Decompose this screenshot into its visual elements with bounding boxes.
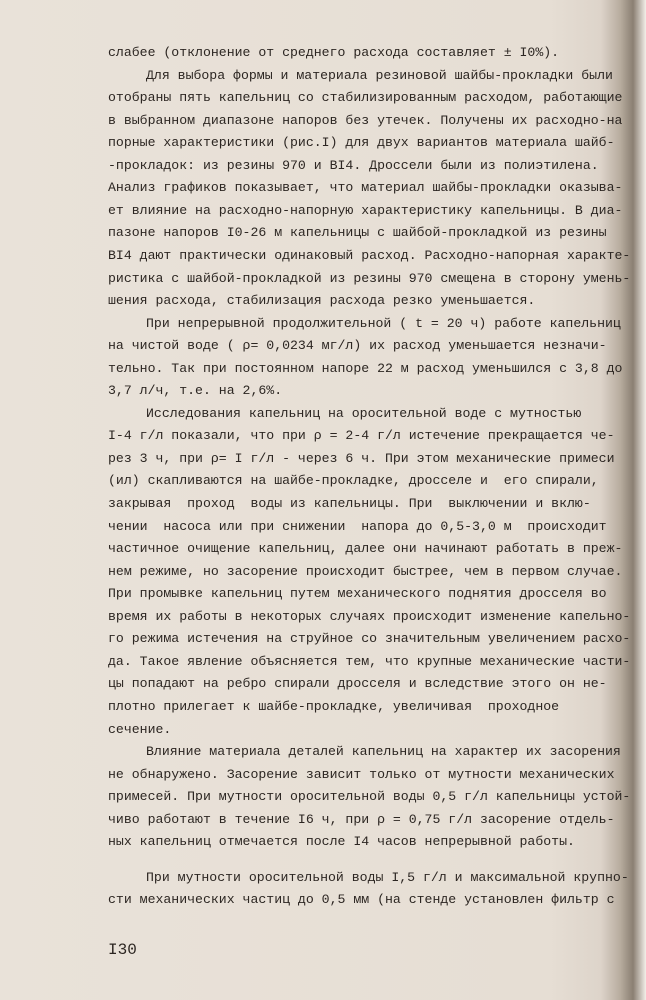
text-line: Анализ графиков показывает, что материал шайбы-прокладки оказыва- <box>108 180 623 196</box>
text-line: ВI4 дают практически одинаковый расход. Расходно-напорная характе- <box>108 247 631 263</box>
text-line: да. Такое явление объясняется тем, что крупные механические части- <box>108 653 631 669</box>
text-line: чиво работают в течение I6 ч, при ρ = 0,75 г/л засорение отдель- <box>108 811 615 827</box>
paragraph-first-line: При непрерывной продолжительной ( t = 20 ч) работе капельниц <box>146 315 621 331</box>
text-line: 3,7 л/ч, т.е. на 2,6%. <box>108 383 283 399</box>
text-line: не обнаружено. Засорение зависит только от мутности механических <box>108 766 615 782</box>
text-line: сечение. <box>108 721 172 737</box>
text-line: порные характеристики (рис.I) для двух вариантов материала шайб- <box>108 135 615 151</box>
text-line: шения расхода, стабилизация расхода резко уменьшается. <box>108 293 536 309</box>
text-line: рез 3 ч, при ρ= I г/л - через 6 ч. При этом механические примеси <box>108 450 615 466</box>
text-line: на чистой воде ( ρ= 0,0234 мг/л) их расход уменьшается незначи- <box>108 338 607 354</box>
text-line: закрывая проход воды из капельницы. При выключении и вклю- <box>108 496 591 511</box>
text-line: -прокладок: из резины 970 и ВI4. Дроссели были из полиэтилена. <box>108 157 599 173</box>
text-line: тельно. Так при постоянном напоре 22 м расход уменьшился с 3,8 до <box>108 360 623 376</box>
text-line: (ил) скапливаются на шайбе-прокладке, дросселе и его спирали, <box>108 473 599 489</box>
text-line: время их работы в некоторых случаях происходит изменение капельно- <box>108 608 631 624</box>
text-line: При промывке капельниц путем механического поднятия дросселя во <box>108 586 607 602</box>
text-line: ных капельниц отмечается после I4 часов непрерывной работы. <box>108 834 575 850</box>
text-line: отобраны пять капельниц со стабилизированным расходом, работающие <box>108 90 623 106</box>
paragraph-first-line: слабее (отклонение от среднего расхода составляет ± I0%). <box>108 45 560 60</box>
paragraph-first-line: Для выбора формы и материала резиновой шайбы-прокладки были <box>146 67 613 83</box>
text-line: частичное очищение капельниц, далее они начинают работать в преж- <box>108 541 623 557</box>
text-line: ет влияние на расходно-напорную характеристику капельницы. В диа- <box>108 202 623 218</box>
text-line: го режима истечения на струйное со значительным увеличением расхо- <box>108 631 631 647</box>
text-line: нем режиме, но засорение происходит быстрее, чем в первом случае. <box>108 563 623 579</box>
paragraph-first-line: При мутности оросительной воды I,5 г/л и максимальной крупно- <box>146 869 629 885</box>
paragraph-first-line: Влияние материала деталей капельниц на характер их засорения <box>146 744 621 760</box>
text-line: примесей. При мутности оросительной воды 0,5 г/л капельницы устой- <box>108 789 631 805</box>
text-line: ристика с шайбой-прокладкой из резины 970 смещена в сторону умень- <box>108 270 631 286</box>
text-line: плотно прилегает к шайбе-прокладке, увеличивая проходное <box>108 698 560 714</box>
paragraph-first-line: Исследования капельниц на оросительной воде с мутностью <box>146 405 582 421</box>
page-number: I30 <box>108 941 137 959</box>
text-line: сти механических частиц до 0,5 мм (на стенде установлен фильтр с <box>108 892 615 908</box>
text-line: I-4 г/л показали, что при ρ = 2-4 г/л истечение прекращается че- <box>108 428 615 444</box>
text-line: цы попадают на ребро спирали дросселя и вследствие этого он не- <box>108 676 607 692</box>
text-line: пазоне напоров I0-26 м капельницы с шайбой-прокладкой из резины <box>108 225 607 241</box>
text-line: чении насоса или при снижении напора до 0,5-3,0 м происходит <box>108 518 607 534</box>
text-line: в выбранном диапазоне напоров без утечек. Получены их расходно-на <box>108 112 623 128</box>
